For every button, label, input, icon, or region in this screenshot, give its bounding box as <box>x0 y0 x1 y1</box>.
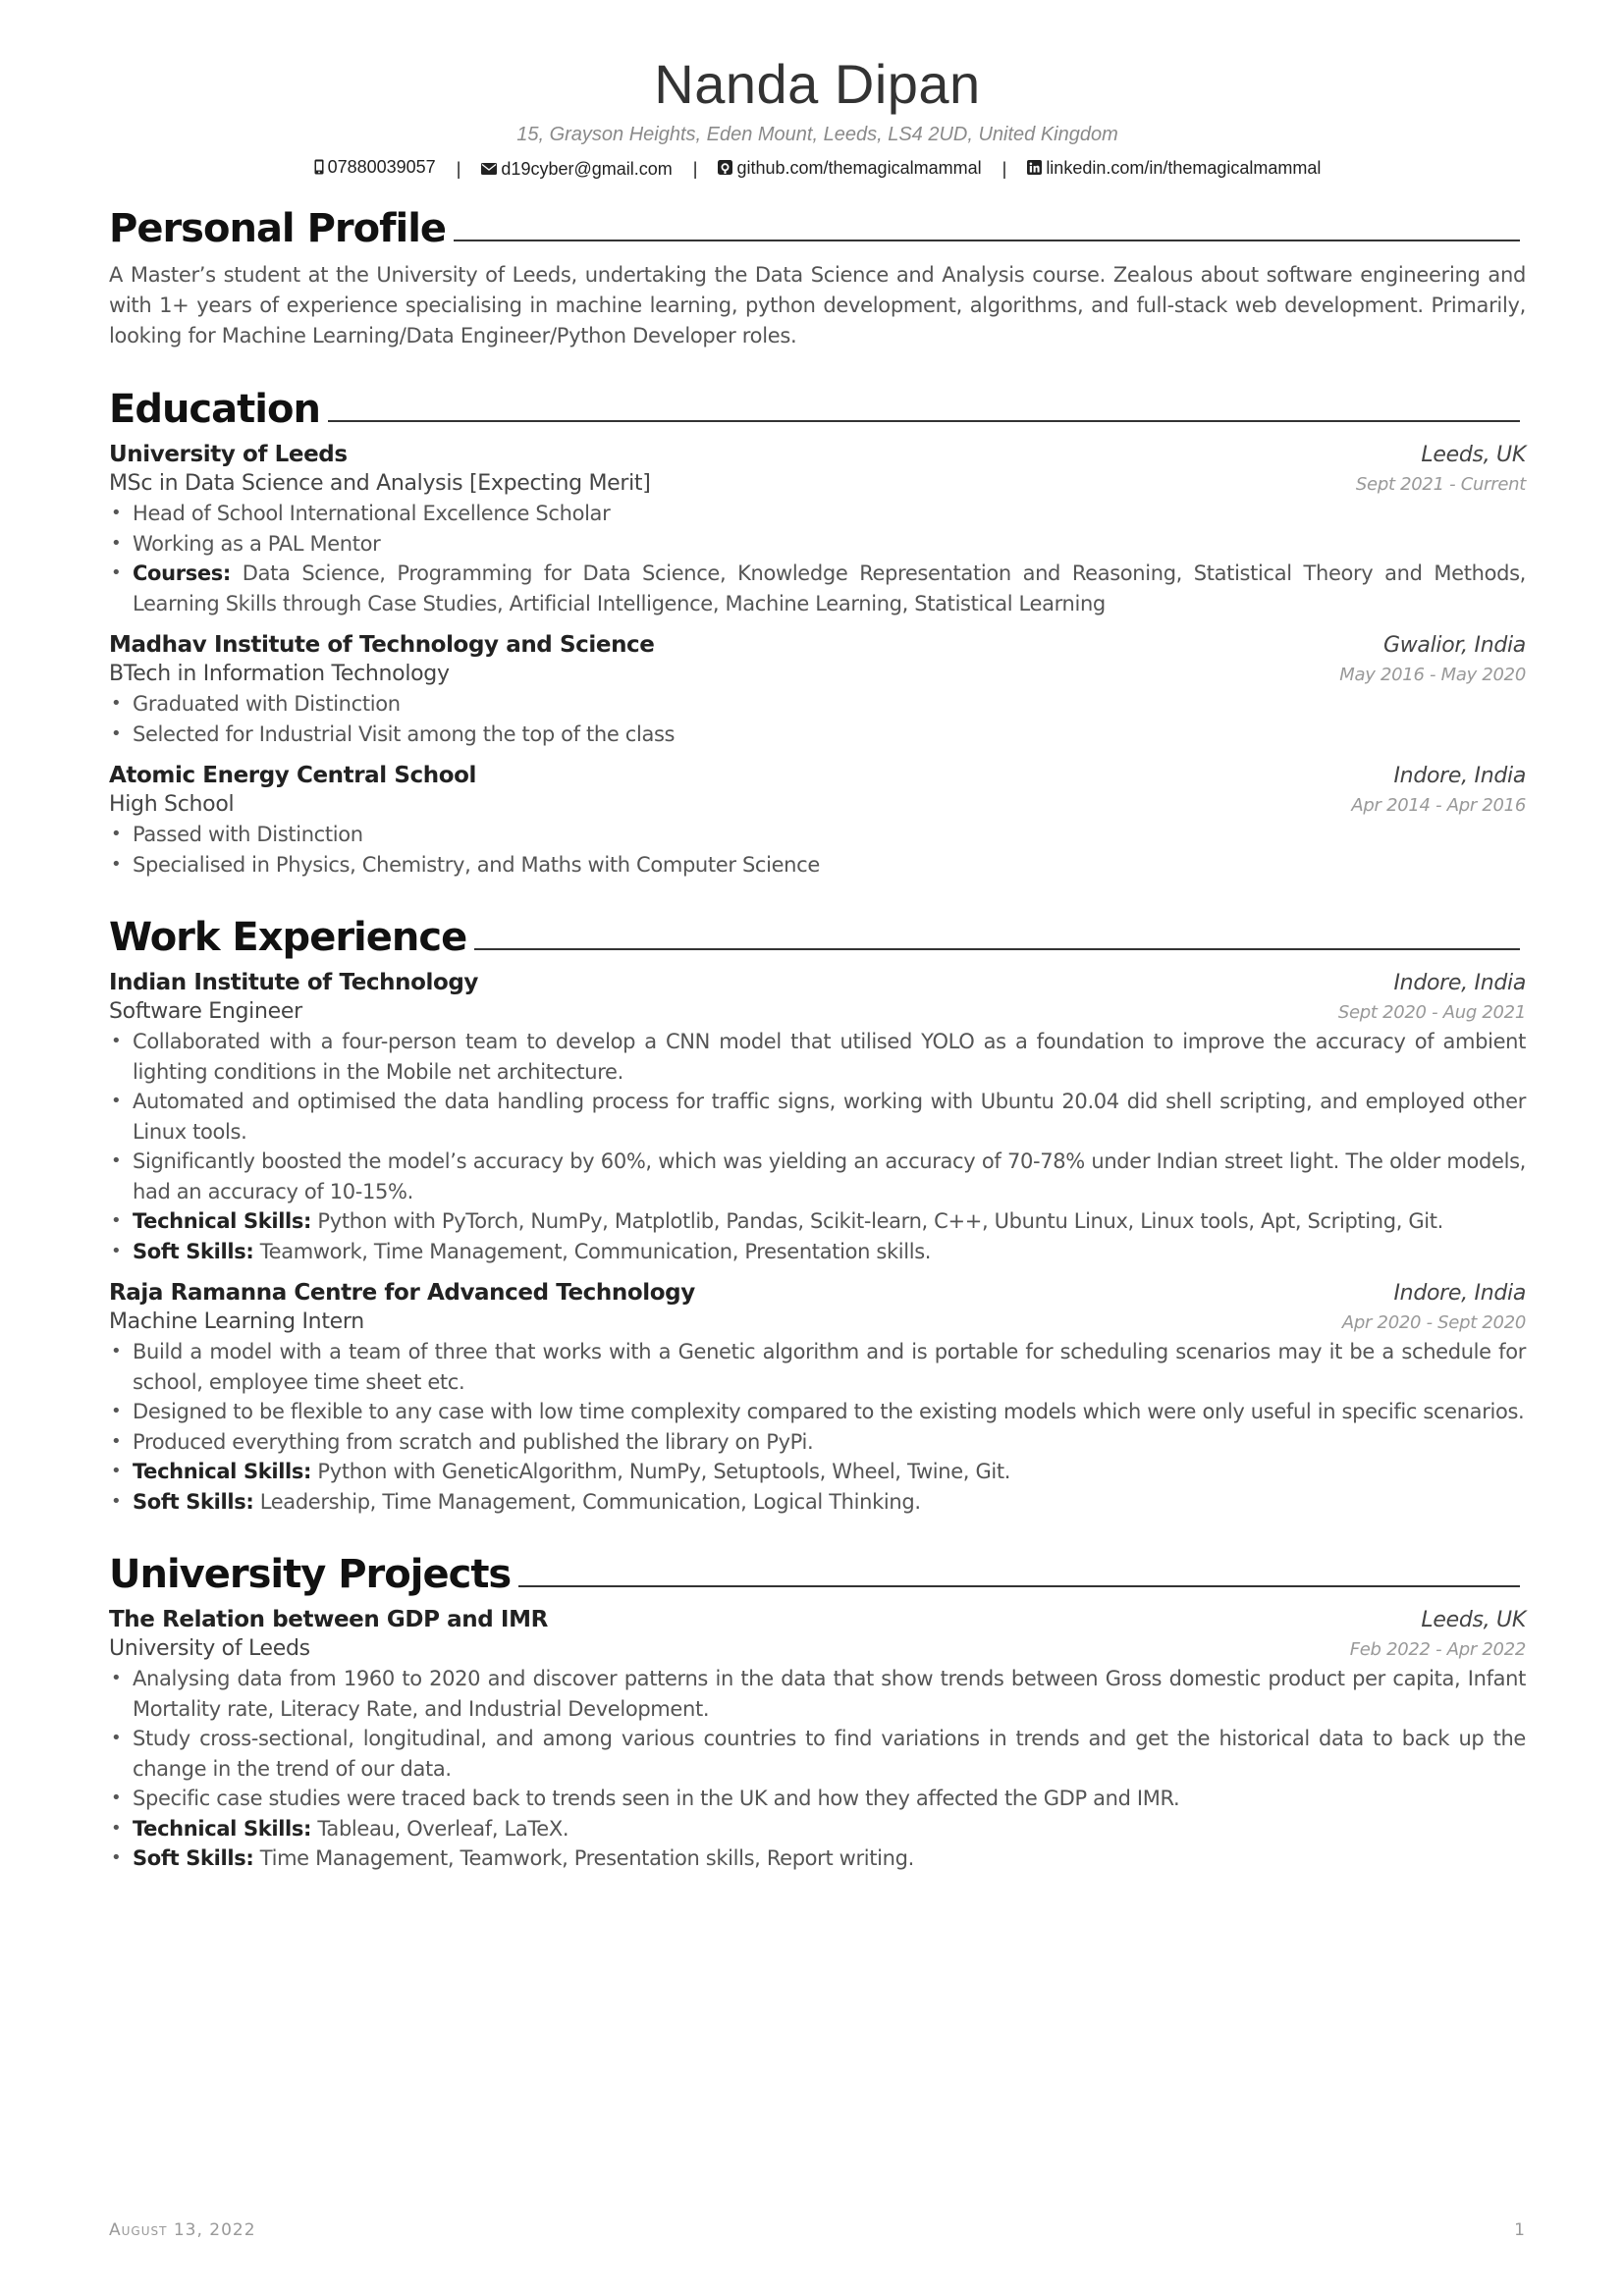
item-label: Technical Skills: <box>133 1816 312 1841</box>
page-footer <box>109 2220 1526 2240</box>
section-rule <box>518 1585 1520 1587</box>
contact-separator: | <box>456 159 461 179</box>
item-label: Technical Skills: <box>133 1460 312 1483</box>
section-title: Work Experience <box>109 915 467 960</box>
list-item: • Produced everything from scratch and published the library on PyPi. <box>109 1427 1526 1458</box>
entry-bullets <box>109 820 1526 880</box>
entry-date: Sept 2020 - Aug 2021 <box>1337 1002 1526 1023</box>
item-label: Soft Skills: <box>133 1489 254 1514</box>
section-rule <box>328 420 1520 422</box>
contact-bar <box>109 155 1526 181</box>
education-entry <box>109 763 1526 880</box>
linkedin-icon <box>1027 160 1042 175</box>
list-item: • Working as a PAL Mentor <box>109 529 1526 560</box>
contact-email-text: d19cyber@gmail.com <box>501 159 673 179</box>
projects-section <box>109 1552 1526 1874</box>
education-header <box>109 387 1526 432</box>
entry-date: Sept 2021 - Current <box>1355 474 1526 495</box>
work-header <box>109 915 1526 960</box>
entry-bullets <box>109 1337 1526 1517</box>
contact-phone[interactable] <box>314 155 436 179</box>
contact-github[interactable] <box>718 156 981 180</box>
list-item: • Collaborated with a four-person team to develop a CNN model that utilised YOLO as a foundation to improve the accuracy of ambient lighting conditions in the Mobile net architecture. <box>109 1027 1526 1087</box>
work-entry <box>109 1280 1526 1517</box>
section-rule <box>474 948 1520 950</box>
list-item: • Technical Skills: Tableau, Overleaf, LaTeX. <box>109 1814 1526 1844</box>
entry-location: Gwalior, India <box>1382 633 1526 658</box>
projects-header <box>109 1552 1526 1597</box>
entry-organization: Raja Ramanna Centre for Advanced Technology <box>109 1280 695 1306</box>
list-item: • Soft Skills: Teamwork, Time Management, Communication, Presentation skills. <box>109 1237 1526 1267</box>
entry-date: Apr 2014 - Apr 2016 <box>1351 795 1526 816</box>
resume-page <box>109 47 1526 1874</box>
entry-organization: The Relation between GDP and IMR <box>109 1607 548 1632</box>
contact-email[interactable] <box>481 157 672 181</box>
entry-role: University of Leeds <box>109 1636 310 1661</box>
section-title: University Projects <box>109 1552 512 1597</box>
entry-date: May 2016 - May 2020 <box>1339 665 1526 685</box>
project-entry <box>109 1607 1526 1874</box>
list-item: • Specialised in Physics, Chemistry, and Maths with Computer Science <box>109 850 1526 881</box>
entry-organization: Madhav Institute of Technology and Science <box>109 632 655 658</box>
list-item: • Selected for Industrial Visit among the top of the class <box>109 720 1526 750</box>
profile-text: A Master’s student at the University of Leeds, undertaking the Data Science and Analysis course. Zealous about software engineering and with 1+ years of experience specialising in machine learning, python development, algorithms, and full-stack web development. Primarily, looking for Machine Learning/Data Engineer/Python Developer roles. <box>109 263 1526 347</box>
entry-bullets <box>109 1664 1526 1874</box>
profile-section <box>109 206 1526 351</box>
entry-location: Indore, India <box>1393 1281 1526 1306</box>
entry-location: Leeds, UK <box>1421 443 1526 467</box>
entry-location: Leeds, UK <box>1421 1608 1526 1632</box>
list-item: • Analysing data from 1960 to 2020 and discover patterns in the data that show trends between Gross domestic product per capita, Infant Mortality rate, Literacy Rate, and Industrial Development. <box>109 1664 1526 1724</box>
education-entry <box>109 632 1526 749</box>
github-icon <box>718 160 732 175</box>
entry-organization: Indian Institute of Technology <box>109 970 479 995</box>
envelope-icon <box>481 163 497 175</box>
list-item: • Head of School International Excellence Scholar <box>109 499 1526 529</box>
entry-role: BTech in Information Technology <box>109 662 450 686</box>
entry-date: Apr 2020 - Sept 2020 <box>1341 1312 1526 1333</box>
list-item: • Automated and optimised the data handling process for traffic signs, working with Ubuntu 20.04 did shell scripting, and employed other Linux tools. <box>109 1087 1526 1147</box>
entry-organization: University of Leeds <box>109 442 348 467</box>
entry-organization: Atomic Energy Central School <box>109 763 477 788</box>
address: 15, Grayson Heights, Eden Mount, Leeds, LS4 2UD, United Kingdom <box>516 124 1118 145</box>
list-item: • Significantly boosted the model’s accuracy by 60%, which was yielding an accuracy of 70-78% under Indian street light. The older models, had an accuracy of 10-15%. <box>109 1147 1526 1206</box>
entry-role: Software Engineer <box>109 999 302 1024</box>
entry-date: Feb 2022 - Apr 2022 <box>1349 1639 1526 1660</box>
contact-separator: | <box>1001 159 1007 179</box>
candidate-name: Nanda Dipan <box>654 53 981 115</box>
education-entry <box>109 442 1526 618</box>
section-title: Personal Profile <box>109 206 447 251</box>
item-label: Soft Skills: <box>133 1846 254 1870</box>
list-item: • Technical Skills: Python with PyTorch, NumPy, Matplotlib, Pandas, Scikit-learn, C++, Ubuntu Linux, Linux tools, Apt, Scripting, Git. <box>109 1206 1526 1237</box>
entry-bullets <box>109 499 1526 618</box>
list-item: • Graduated with Distinction <box>109 689 1526 720</box>
contact-separator: | <box>692 159 698 179</box>
entry-bullets <box>109 689 1526 749</box>
list-item: • Study cross-sectional, longitudinal, and among various countries to find variations in trends and get the historical data to back up the change in the trend of our data. <box>109 1724 1526 1784</box>
contact-phone-text: 07880039057 <box>327 157 436 177</box>
section-rule <box>454 240 1520 241</box>
phone-icon <box>314 159 324 175</box>
entry-role: High School <box>109 792 235 817</box>
contact-linkedin-text: linkedin.com/in/themagicalmammal <box>1046 157 1322 178</box>
entry-bullets <box>109 1027 1526 1266</box>
contact-linkedin[interactable] <box>1027 156 1321 180</box>
work-section <box>109 915 1526 1517</box>
page-number: 1 <box>1514 2220 1526 2240</box>
list-item: • Passed with Distinction <box>109 820 1526 850</box>
entry-location: Indore, India <box>1393 764 1526 788</box>
item-label: Technical Skills: <box>133 1209 312 1233</box>
profile-header <box>109 206 1526 251</box>
list-item: • Build a model with a team of three that works with a Genetic algorithm and is portable for scheduling scenarios may it be a schedule for school, employee time sheet etc. <box>109 1337 1526 1397</box>
entry-location: Indore, India <box>1393 971 1526 995</box>
entry-role: MSc in Data Science and Analysis [Expecting Merit] <box>109 471 651 496</box>
list-item: • Courses: Data Science, Programming for Data Science, Knowledge Representation and Reasoning, Statistical Theory and Methods, Learning Skills through Case Studies, Artificial Intelligence, Machine Learning, Statistical Learning <box>109 559 1526 618</box>
education-section <box>109 387 1526 880</box>
contact-github-text: github.com/themagicalmammal <box>736 157 982 178</box>
list-item: • Soft Skills: Leadership, Time Management, Communication, Logical Thinking. <box>109 1487 1526 1518</box>
list-item: • Designed to be flexible to any case with low time complexity compared to the existing models which were only useful in specific scenarios. <box>109 1397 1526 1427</box>
item-label: Courses: <box>133 561 231 585</box>
work-entry <box>109 970 1526 1266</box>
item-label: Soft Skills: <box>133 1239 254 1263</box>
list-item: • Specific case studies were traced back to trends seen in the UK and how they affected the GDP and IMR. <box>109 1784 1526 1814</box>
list-item: • Soft Skills: Time Management, Teamwork, Presentation skills, Report writing. <box>109 1843 1526 1874</box>
entry-role: Machine Learning Intern <box>109 1309 364 1334</box>
section-title: Education <box>109 387 320 432</box>
footer-date: August 13, 2022 <box>109 2220 256 2240</box>
list-item: • Technical Skills: Python with GeneticAlgorithm, NumPy, Setuptools, Wheel, Twine, Git. <box>109 1457 1526 1487</box>
